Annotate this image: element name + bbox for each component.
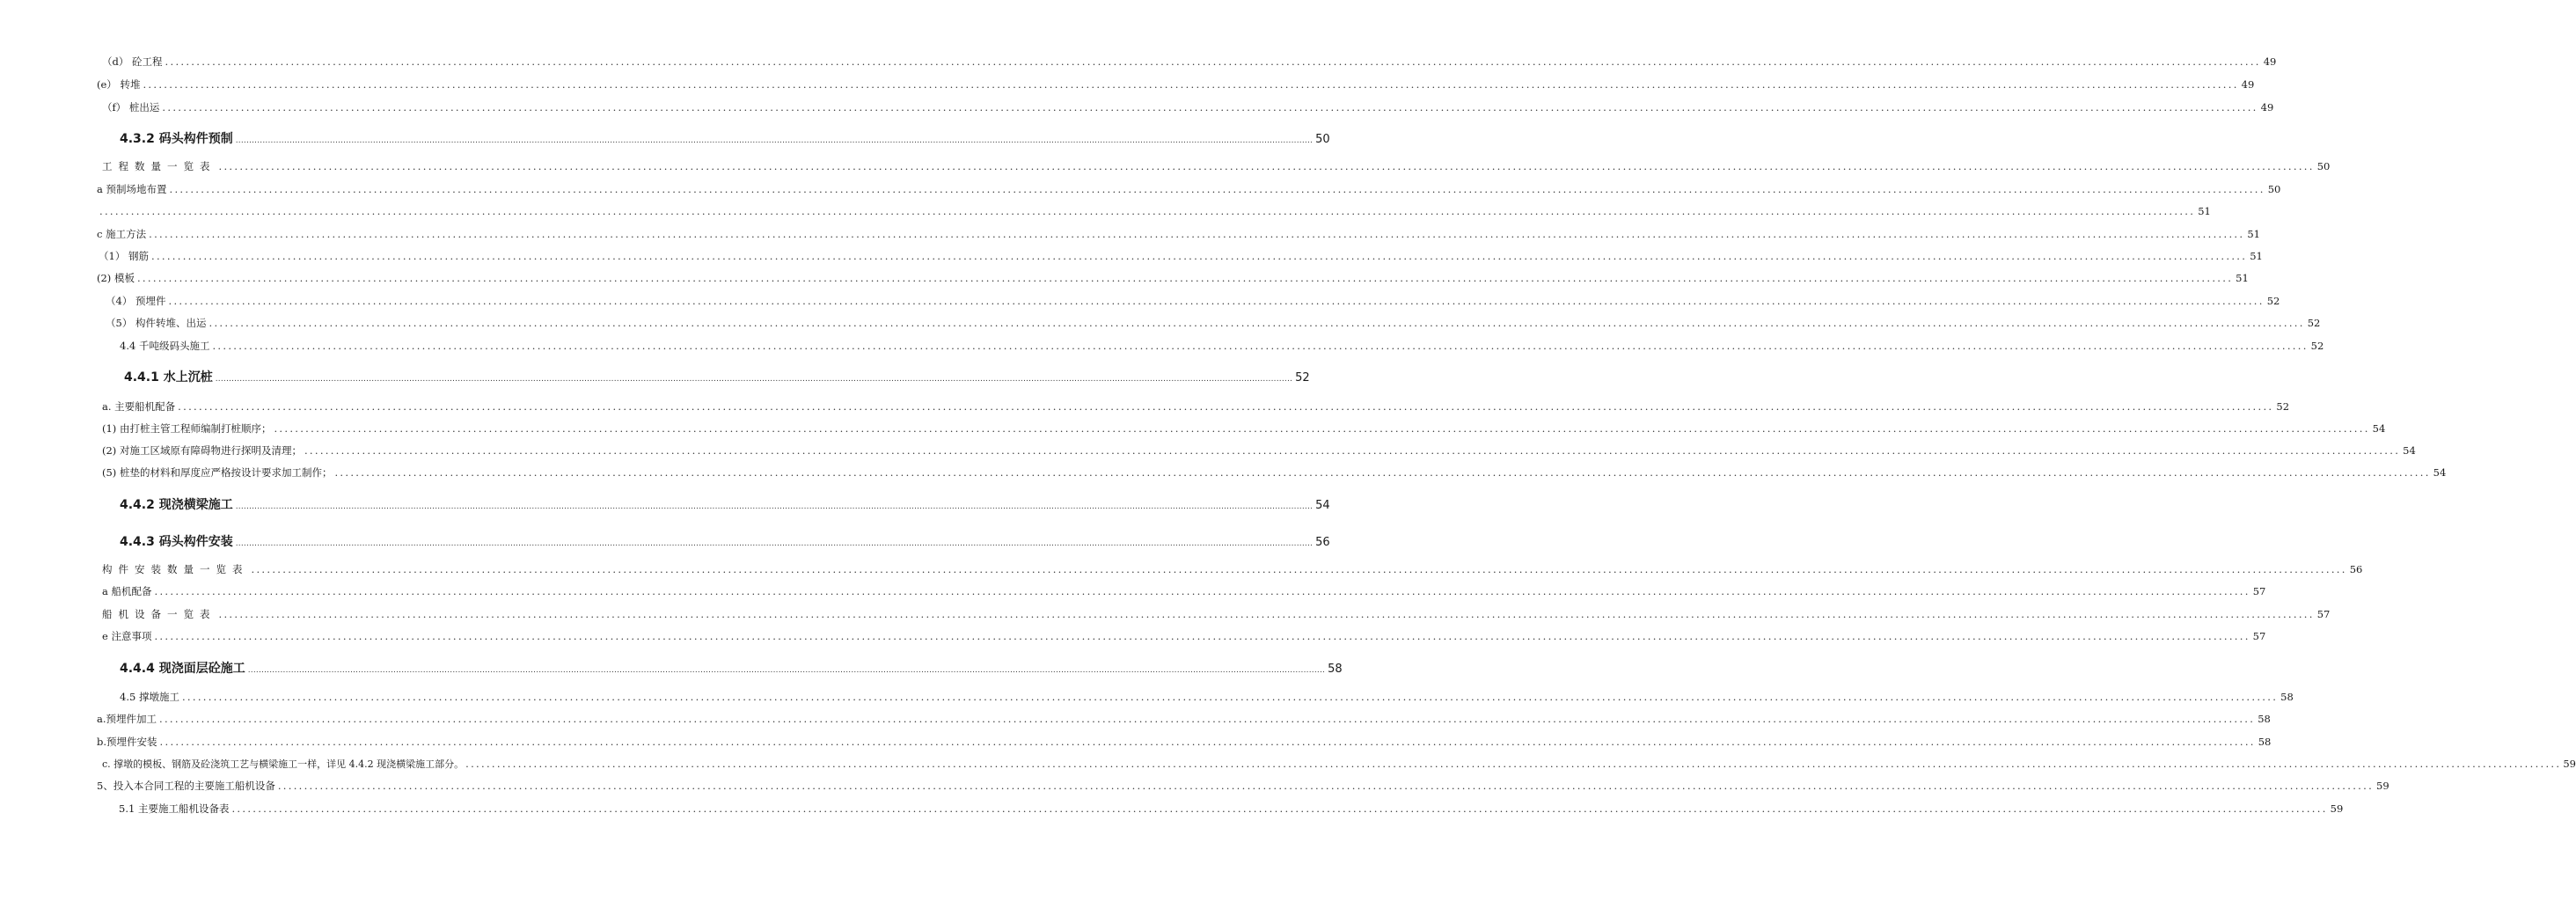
toc-entry	[0, 159, 2331, 173]
toc-entry-page: 52	[2310, 340, 2324, 352]
toc-entry-title: 4.4.3 码头构件安装	[120, 535, 233, 549]
toc-leader-dots: ................................................................................................................................................................................................................................................................................................................................................................................................................	[149, 228, 2245, 240]
toc-leader-dots: ................................................................................................................................................................................................................................................................................................................................................................................................................	[231, 802, 2328, 815]
toc-leader-dots: ................................................................................................................................................................................................................................................................................................................................................................................................................	[247, 666, 1326, 675]
toc-entry-title: e 注意事项	[102, 630, 152, 642]
toc-entry-page: 54	[1315, 499, 1330, 512]
toc-entry-title: c 施工方法	[97, 228, 147, 240]
toc-entry-title: c. 撑墩的模板、钢筋及砼浇筑工艺与横梁施工一样，详见 4.4.2 现浇横梁施工部分。	[102, 758, 465, 770]
toc-entry-page: 58	[2280, 691, 2294, 703]
toc-entry-title: 4.4 千吨级码头施工	[120, 340, 210, 352]
toc-entry	[0, 55, 2277, 69]
toc-entry	[0, 399, 2290, 414]
toc-entry	[0, 802, 2344, 816]
toc-entry-page: 52	[1295, 371, 1310, 385]
toc-entry-title: （4） 预埋件	[106, 295, 166, 307]
toc-leader-dots: ................................................................................................................................................................................................................................................................................................................................................................................................................	[465, 758, 2562, 770]
toc-entry-page: 58	[2258, 736, 2272, 748]
toc-entry	[0, 532, 1330, 550]
toc-entry	[0, 271, 2249, 285]
toc-leader-dots: ................................................................................................................................................................................................................................................................................................................................................................................................................	[154, 630, 2250, 642]
toc-entry	[0, 562, 2363, 576]
toc-entry-page: 59	[2563, 758, 2576, 770]
toc-entry-page: 51	[2198, 205, 2211, 217]
toc-entry-title: 4.4.4 现浇面层砼施工	[120, 662, 245, 676]
toc-entry	[0, 129, 1330, 147]
toc-leader-dots: ................................................................................................................................................................................................................................................................................................................................................................................................................	[150, 250, 2248, 262]
toc-leader-dots: ................................................................................................................................................................................................................................................................................................................................................................................................................	[251, 563, 2347, 575]
toc-entry-page: 57	[2252, 630, 2266, 642]
toc-entry-title: (2) 对施工区域原有障碍物进行探明及清理；	[102, 444, 302, 457]
toc-entry-page: 57	[2316, 608, 2331, 620]
toc-entry-page: 52	[2276, 400, 2290, 413]
toc-entry	[0, 779, 2389, 793]
toc-entry-page: 54	[2403, 444, 2416, 457]
toc-leader-dots: ................................................................................................................................................................................................................................................................................................................................................................................................................	[154, 585, 2250, 597]
toc-entry-title: a. 主要船机配备	[102, 400, 176, 413]
toc-entry-page: 58	[2258, 713, 2271, 725]
toc-entry	[0, 584, 2266, 598]
toc-entry	[0, 294, 2280, 308]
toc-entry-page: 51	[2247, 228, 2260, 240]
toc-entry-title: （f） 桩出运	[102, 101, 160, 114]
toc-entry-title: 船机设备一览表	[102, 608, 216, 620]
toc-entry-title: 5、投入本合同工程的主要施工船机设备	[97, 780, 275, 792]
toc-entry-page: 54	[2433, 466, 2447, 479]
toc-entry	[0, 465, 2447, 480]
toc-entry-page: 57	[2252, 585, 2266, 597]
toc-entry	[0, 205, 2211, 217]
toc-entry-page: 59	[2376, 780, 2389, 792]
toc-leader-dots: ................................................................................................................................................................................................................................................................................................................................................................................................................	[235, 136, 1314, 145]
toc-leader-dots: ................................................................................................................................................................................................................................................................................................................................................................................................................	[277, 780, 2375, 792]
toc-entry	[0, 249, 2263, 263]
toc-entry-title: （d） 砼工程	[102, 55, 163, 68]
toc-leader-dots: ................................................................................................................................................................................................................................................................................................................................................................................................................	[99, 205, 2196, 217]
toc-entry	[0, 735, 2272, 749]
toc-leader-dots: ................................................................................................................................................................................................................................................................................................................................................................................................................	[235, 502, 1314, 511]
toc-leader-dots: ................................................................................................................................................................................................................................................................................................................................................................................................................	[209, 317, 2305, 329]
toc-entry-page: 56	[1315, 536, 1330, 549]
toc-entry-title: 构件安装数量一览表	[102, 563, 249, 575]
toc-leader-dots: ................................................................................................................................................................................................................................................................................................................................................................................................................	[136, 272, 2234, 284]
toc-entry-title: a 预制场地布置	[97, 183, 167, 195]
toc-entry-title: (1) 由打桩主管工程师编制打桩顺序；	[102, 422, 272, 435]
toc-leader-dots: ................................................................................................................................................................................................................................................................................................................................................................................................................	[334, 466, 2431, 479]
toc-entry-title: b.预埋件安装	[97, 736, 157, 748]
toc-entry-page: 51	[2250, 250, 2263, 262]
toc-leader-dots: ................................................................................................................................................................................................................................................................................................................................................................................................................	[143, 78, 2239, 91]
toc-entry-page: 49	[2260, 101, 2274, 114]
toc-entry-title: a.预埋件加工	[97, 713, 157, 725]
toc-entry	[0, 757, 2576, 771]
toc-entry-page: 56	[2349, 563, 2363, 575]
toc-entry-title: （5） 构件转堆、出运	[106, 317, 207, 329]
toc-leader-dots: ................................................................................................................................................................................................................................................................................................................................................................................................................	[274, 422, 2370, 435]
toc-leader-dots: ................................................................................................................................................................................................................................................................................................................................................................................................................	[162, 101, 2258, 114]
toc-entry-title: 5.1 主要施工船机设备表	[119, 802, 230, 815]
toc-entry	[0, 368, 1310, 385]
toc-entry-page: 49	[2241, 78, 2255, 91]
toc-entry	[0, 100, 2274, 114]
toc-entry-title: 工程数量一览表	[102, 160, 216, 172]
toc-entry	[0, 316, 2321, 330]
toc-entry-title: 4.4.2 现浇横梁施工	[120, 498, 233, 512]
toc-entry-title: 4.4.1 水上沉桩	[124, 370, 213, 385]
toc-entry	[0, 607, 2331, 621]
toc-entry-title: (e） 转堆	[97, 78, 141, 91]
toc-entry-page: 59	[2330, 802, 2344, 815]
toc-entry	[0, 443, 2416, 458]
toc-leader-dots: ................................................................................................................................................................................................................................................................................................................................................................................................................	[169, 183, 2265, 195]
toc-entry	[0, 227, 2260, 241]
toc-leader-dots: ................................................................................................................................................................................................................................................................................................................................................................................................................	[159, 713, 2256, 725]
toc-entry-page: 50	[1315, 133, 1330, 146]
toc-entry-page: 52	[2307, 317, 2321, 329]
toc-leader-dots: ................................................................................................................................................................................................................................................................................................................................................................................................................	[304, 444, 2401, 457]
toc-entry	[0, 629, 2266, 643]
toc-leader-dots: ................................................................................................................................................................................................................................................................................................................................................................................................................	[165, 55, 2261, 68]
toc-entry	[0, 712, 2271, 726]
toc-entry-page: 50	[2267, 183, 2281, 195]
toc-entry-page: 58	[1328, 663, 1343, 676]
toc-entry-title: （1） 钢筋	[99, 250, 149, 262]
toc-entry-page: 50	[2316, 160, 2331, 172]
toc-entry-page: 52	[2266, 295, 2280, 307]
toc-leader-dots: ................................................................................................................................................................................................................................................................................................................................................................................................................	[215, 375, 1293, 384]
toc-entry-title: 4.5 撑墩施工	[120, 691, 179, 703]
toc-leader-dots: ................................................................................................................................................................................................................................................................................................................................................................................................................	[218, 608, 2315, 620]
toc-entry	[0, 495, 1330, 513]
toc-entry	[0, 421, 2386, 436]
toc-entry	[0, 77, 2255, 92]
toc-entry	[0, 690, 2294, 704]
toc-entry-page: 51	[2236, 272, 2249, 284]
toc-leader-dots: ................................................................................................................................................................................................................................................................................................................................................................................................................	[178, 400, 2274, 413]
toc-entry-page: 49	[2263, 55, 2277, 68]
toc-entry	[0, 182, 2281, 196]
toc-entry-title: a 船机配备	[102, 585, 152, 597]
toc-entry-title: (2) 模板	[97, 272, 135, 284]
toc-entry-title: (5) 桩垫的材料和厚度应严格按设计要求加工制作；	[102, 466, 333, 479]
toc-leader-dots: ................................................................................................................................................................................................................................................................................................................................................................................................................	[159, 736, 2256, 748]
toc-entry-page: 54	[2372, 422, 2386, 435]
toc-leader-dots: ................................................................................................................................................................................................................................................................................................................................................................................................................	[181, 691, 2279, 703]
toc-entry	[0, 659, 1343, 677]
toc-leader-dots: ................................................................................................................................................................................................................................................................................................................................................................................................................	[218, 160, 2315, 172]
toc-leader-dots: ................................................................................................................................................................................................................................................................................................................................................................................................................	[168, 295, 2265, 307]
toc-entry-title: 4.3.2 码头构件预制	[120, 132, 233, 146]
toc-leader-dots: ................................................................................................................................................................................................................................................................................................................................................................................................................	[235, 539, 1314, 548]
toc-entry	[0, 339, 2324, 353]
toc-leader-dots: ................................................................................................................................................................................................................................................................................................................................................................................................................	[212, 340, 2309, 352]
